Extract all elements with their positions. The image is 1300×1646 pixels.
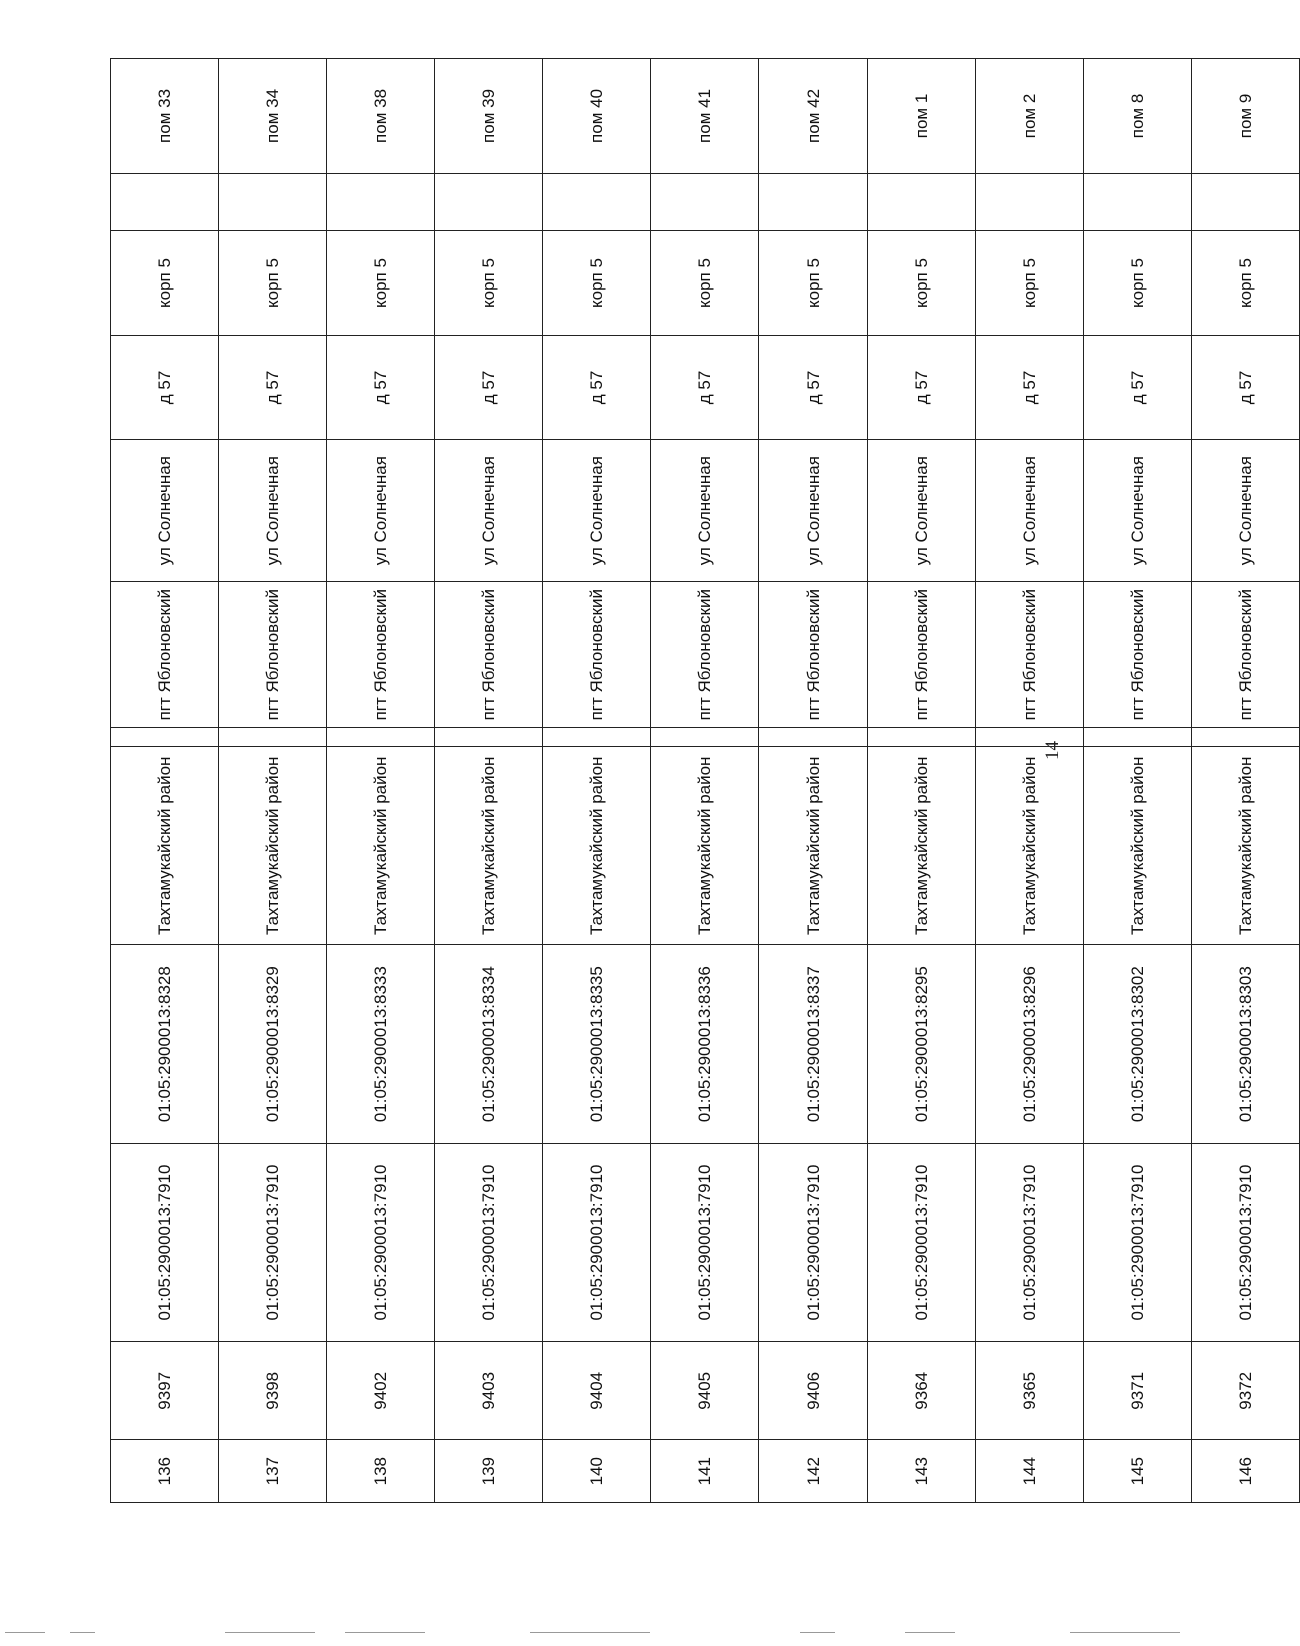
record-id-cell: 9404: [543, 1342, 651, 1440]
settlement-cell: пгт Яблоновский: [111, 582, 219, 728]
district-cell: Тахтамукайский район: [651, 747, 759, 945]
building-cell: корп 5: [1083, 231, 1191, 335]
scan-artifact-line: [5, 1632, 45, 1633]
empty-cell: [1191, 173, 1299, 230]
street-cell: ул Солнечная: [1083, 440, 1191, 582]
record-id-cell: 9372: [1191, 1342, 1299, 1440]
table-row: [543, 59, 651, 1503]
building-cell: корп 5: [651, 231, 759, 335]
building-cell: корп 5: [111, 231, 219, 335]
street-cell: ул Солнечная: [543, 440, 651, 582]
building-cell: корп 5: [327, 231, 435, 335]
row-number-cell: 145: [1083, 1440, 1191, 1503]
street-cell: ул Солнечная: [1191, 440, 1299, 582]
empty-cell: [327, 173, 435, 230]
empty-cell: [435, 728, 543, 747]
house-cell: д 57: [435, 335, 543, 439]
scan-artifact-line: [905, 1632, 955, 1633]
cadastral-number-building-cell: 01:05:2900013:7910: [975, 1143, 1083, 1341]
house-cell: д 57: [759, 335, 867, 439]
scan-artifact-line: [345, 1632, 425, 1633]
street-cell: ул Солнечная: [435, 440, 543, 582]
empty-cell: [759, 173, 867, 230]
table-row: [1191, 59, 1299, 1503]
empty-cell: [111, 173, 219, 230]
empty-cell: [975, 728, 1083, 747]
district-cell: Тахтамукайский район: [327, 747, 435, 945]
record-id-cell: 9397: [111, 1342, 219, 1440]
empty-cell: [1083, 728, 1191, 747]
table-row: [111, 59, 219, 1503]
cadastral-number-building-cell: 01:05:2900013:7910: [1083, 1143, 1191, 1341]
record-id-cell: 9405: [651, 1342, 759, 1440]
empty-cell: [759, 728, 867, 747]
empty-cell: [975, 173, 1083, 230]
building-cell: корп 5: [435, 231, 543, 335]
row-number-cell: 143: [867, 1440, 975, 1503]
table-row: [867, 59, 975, 1503]
cadastral-number-building-cell: 01:05:2900013:7910: [651, 1143, 759, 1341]
row-number-cell: 146: [1191, 1440, 1299, 1503]
house-cell: д 57: [867, 335, 975, 439]
page-number: 14: [1042, 741, 1063, 760]
settlement-cell: пгт Яблоновский: [651, 582, 759, 728]
table-row: [759, 59, 867, 1503]
scan-artifact-line: [1070, 1632, 1180, 1633]
district-cell: Тахтамукайский район: [867, 747, 975, 945]
cadastral-number-building-cell: 01:05:2900013:7910: [327, 1143, 435, 1341]
district-cell: Тахтамукайский район: [975, 747, 1083, 945]
table-row: [327, 59, 435, 1503]
cadastral-number-premises-cell: 01:05:2900013:8328: [111, 945, 219, 1143]
table-row: [975, 59, 1083, 1503]
building-cell: корп 5: [759, 231, 867, 335]
premises-cell: пом 1: [867, 59, 975, 174]
record-id-cell: 9402: [327, 1342, 435, 1440]
cadastral-number-premises-cell: 01:05:2900013:8333: [327, 945, 435, 1143]
cadastral-number-premises-cell: 01:05:2900013:8334: [435, 945, 543, 1143]
record-id-cell: 9398: [219, 1342, 327, 1440]
street-cell: ул Солнечная: [975, 440, 1083, 582]
settlement-cell: пгт Яблоновский: [1191, 582, 1299, 728]
district-cell: Тахтамукайский район: [219, 747, 327, 945]
row-number-cell: 137: [219, 1440, 327, 1503]
settlement-cell: пгт Яблоновский: [867, 582, 975, 728]
cadastral-number-building-cell: 01:05:2900013:7910: [111, 1143, 219, 1341]
cadastral-number-building-cell: 01:05:2900013:7910: [435, 1143, 543, 1341]
empty-cell: [1191, 728, 1299, 747]
cadastral-number-premises-cell: 01:05:2900013:8329: [219, 945, 327, 1143]
premises-cell: пом 38: [327, 59, 435, 174]
row-number-cell: 136: [111, 1440, 219, 1503]
street-cell: ул Солнечная: [867, 440, 975, 582]
house-cell: д 57: [1191, 335, 1299, 439]
table-row: [435, 59, 543, 1503]
scan-artifact-line: [530, 1632, 650, 1633]
cadastral-number-building-cell: 01:05:2900013:7910: [867, 1143, 975, 1341]
premises-cell: пом 40: [543, 59, 651, 174]
empty-cell: [651, 728, 759, 747]
empty-cell: [327, 728, 435, 747]
building-cell: корп 5: [543, 231, 651, 335]
empty-cell: [543, 173, 651, 230]
empty-cell: [867, 173, 975, 230]
row-number-cell: 141: [651, 1440, 759, 1503]
settlement-cell: пгт Яблоновский: [975, 582, 1083, 728]
house-cell: д 57: [543, 335, 651, 439]
table-row: [1083, 59, 1191, 1503]
row-number-cell: 140: [543, 1440, 651, 1503]
record-id-cell: 9403: [435, 1342, 543, 1440]
record-id-cell: 9365: [975, 1342, 1083, 1440]
cadastral-number-building-cell: 01:05:2900013:7910: [1191, 1143, 1299, 1341]
empty-cell: [543, 728, 651, 747]
settlement-cell: пгт Яблоновский: [759, 582, 867, 728]
cadastral-number-premises-cell: 01:05:2900013:8295: [867, 945, 975, 1143]
building-cell: корп 5: [867, 231, 975, 335]
street-cell: ул Солнечная: [651, 440, 759, 582]
cadastral-number-premises-cell: 01:05:2900013:8335: [543, 945, 651, 1143]
registry-table: [110, 58, 1300, 1503]
empty-cell: [219, 728, 327, 747]
row-number-cell: 144: [975, 1440, 1083, 1503]
table-row: [651, 59, 759, 1503]
house-cell: д 57: [219, 335, 327, 439]
empty-cell: [219, 173, 327, 230]
record-id-cell: 9364: [867, 1342, 975, 1440]
premises-cell: пом 8: [1083, 59, 1191, 174]
empty-cell: [435, 173, 543, 230]
street-cell: ул Солнечная: [219, 440, 327, 582]
premises-cell: пом 34: [219, 59, 327, 174]
cadastral-number-premises-cell: 01:05:2900013:8296: [975, 945, 1083, 1143]
empty-cell: [111, 728, 219, 747]
house-cell: д 57: [651, 335, 759, 439]
premises-cell: пом 41: [651, 59, 759, 174]
street-cell: ул Солнечная: [759, 440, 867, 582]
cadastral-number-premises-cell: 01:05:2900013:8303: [1191, 945, 1299, 1143]
row-number-cell: 142: [759, 1440, 867, 1503]
cadastral-number-building-cell: 01:05:2900013:7910: [543, 1143, 651, 1341]
district-cell: Тахтамукайский район: [1191, 747, 1299, 945]
row-number-cell: 138: [327, 1440, 435, 1503]
scan-artifact-line: [70, 1632, 95, 1633]
row-number-cell: 139: [435, 1440, 543, 1503]
scan-artifact-line: [225, 1632, 315, 1633]
cadastral-number-premises-cell: 01:05:2900013:8337: [759, 945, 867, 1143]
house-cell: д 57: [1083, 335, 1191, 439]
premises-cell: пом 39: [435, 59, 543, 174]
scan-artifact-line: [800, 1632, 835, 1633]
building-cell: корп 5: [975, 231, 1083, 335]
record-id-cell: 9371: [1083, 1342, 1191, 1440]
registry-table-body: [111, 59, 1300, 1503]
district-cell: Тахтамукайский район: [759, 747, 867, 945]
building-cell: корп 5: [219, 231, 327, 335]
empty-cell: [1083, 173, 1191, 230]
premises-cell: пом 42: [759, 59, 867, 174]
premises-cell: пом 33: [111, 59, 219, 174]
settlement-cell: пгт Яблоновский: [435, 582, 543, 728]
district-cell: Тахтамукайский район: [1083, 747, 1191, 945]
district-cell: Тахтамукайский район: [435, 747, 543, 945]
district-cell: Тахтамукайский район: [543, 747, 651, 945]
house-cell: д 57: [327, 335, 435, 439]
table-row: [219, 59, 327, 1503]
settlement-cell: пгт Яблоновский: [1083, 582, 1191, 728]
house-cell: д 57: [975, 335, 1083, 439]
premises-cell: пом 9: [1191, 59, 1299, 174]
settlement-cell: пгт Яблоновский: [327, 582, 435, 728]
house-cell: д 57: [111, 335, 219, 439]
empty-cell: [867, 728, 975, 747]
empty-cell: [651, 173, 759, 230]
settlement-cell: пгт Яблоновский: [543, 582, 651, 728]
district-cell: Тахтамукайский район: [111, 747, 219, 945]
cadastral-number-building-cell: 01:05:2900013:7910: [219, 1143, 327, 1341]
cadastral-number-premises-cell: 01:05:2900013:8336: [651, 945, 759, 1143]
settlement-cell: пгт Яблоновский: [219, 582, 327, 728]
building-cell: корп 5: [1191, 231, 1299, 335]
cadastral-number-premises-cell: 01:05:2900013:8302: [1083, 945, 1191, 1143]
cadastral-number-building-cell: 01:05:2900013:7910: [759, 1143, 867, 1341]
registry-table-container: [110, 58, 1300, 1503]
record-id-cell: 9406: [759, 1342, 867, 1440]
street-cell: ул Солнечная: [327, 440, 435, 582]
premises-cell: пом 2: [975, 59, 1083, 174]
street-cell: ул Солнечная: [111, 440, 219, 582]
